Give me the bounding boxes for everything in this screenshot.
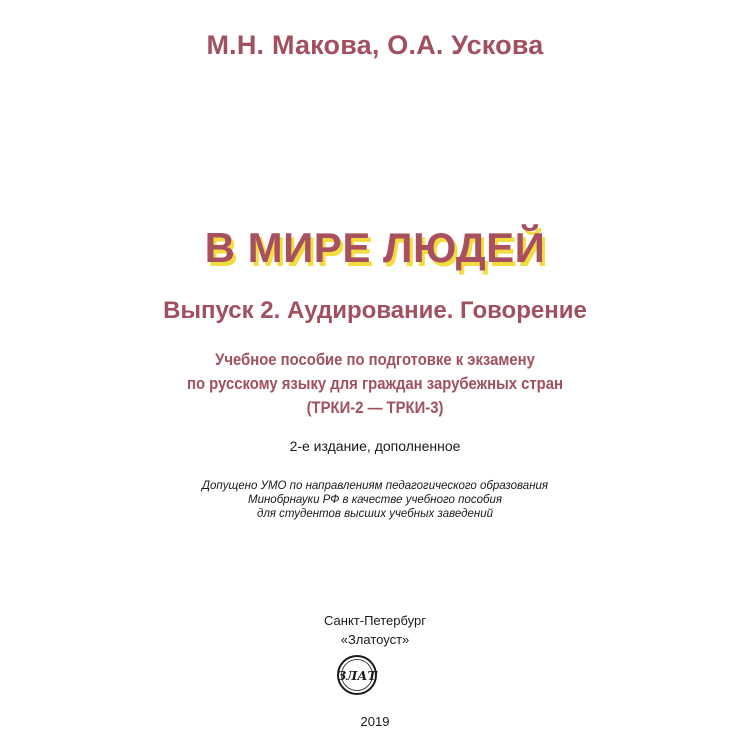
publication-year: 2019 (360, 714, 390, 729)
authors: М.Н. Макова, О.А. Ускова (206, 30, 544, 60)
description-line-1: Учебное пособие по подготовке к экзамену (215, 351, 535, 369)
publication-city: Санкт-Петербург (324, 613, 426, 628)
book-subtitle: Выпуск 2. Аудирование. Говорение (163, 297, 587, 324)
approval-line-1: Допущено УМО по направлениям педагогического образования (201, 480, 549, 492)
approval-line-3: для студентов высших учебных заведений (256, 508, 494, 520)
zlatoust-logo-icon (336, 654, 378, 696)
publisher-name: «Златоуст» (340, 632, 410, 647)
book-title: В МИРЕ ЛЮДЕЙ (204, 224, 546, 271)
approval-line-2: Минобрнауки РФ в качестве учебного пособия (248, 494, 502, 506)
description-line-3: (ТРКИ-2 — ТРКИ-3) (306, 399, 444, 417)
description-line-2: по русскому языку для граждан зарубежных стран (187, 375, 563, 393)
edition-note: 2-е издание, дополненное (289, 438, 461, 454)
logo-lettering: ЗЛАТ (337, 668, 377, 683)
